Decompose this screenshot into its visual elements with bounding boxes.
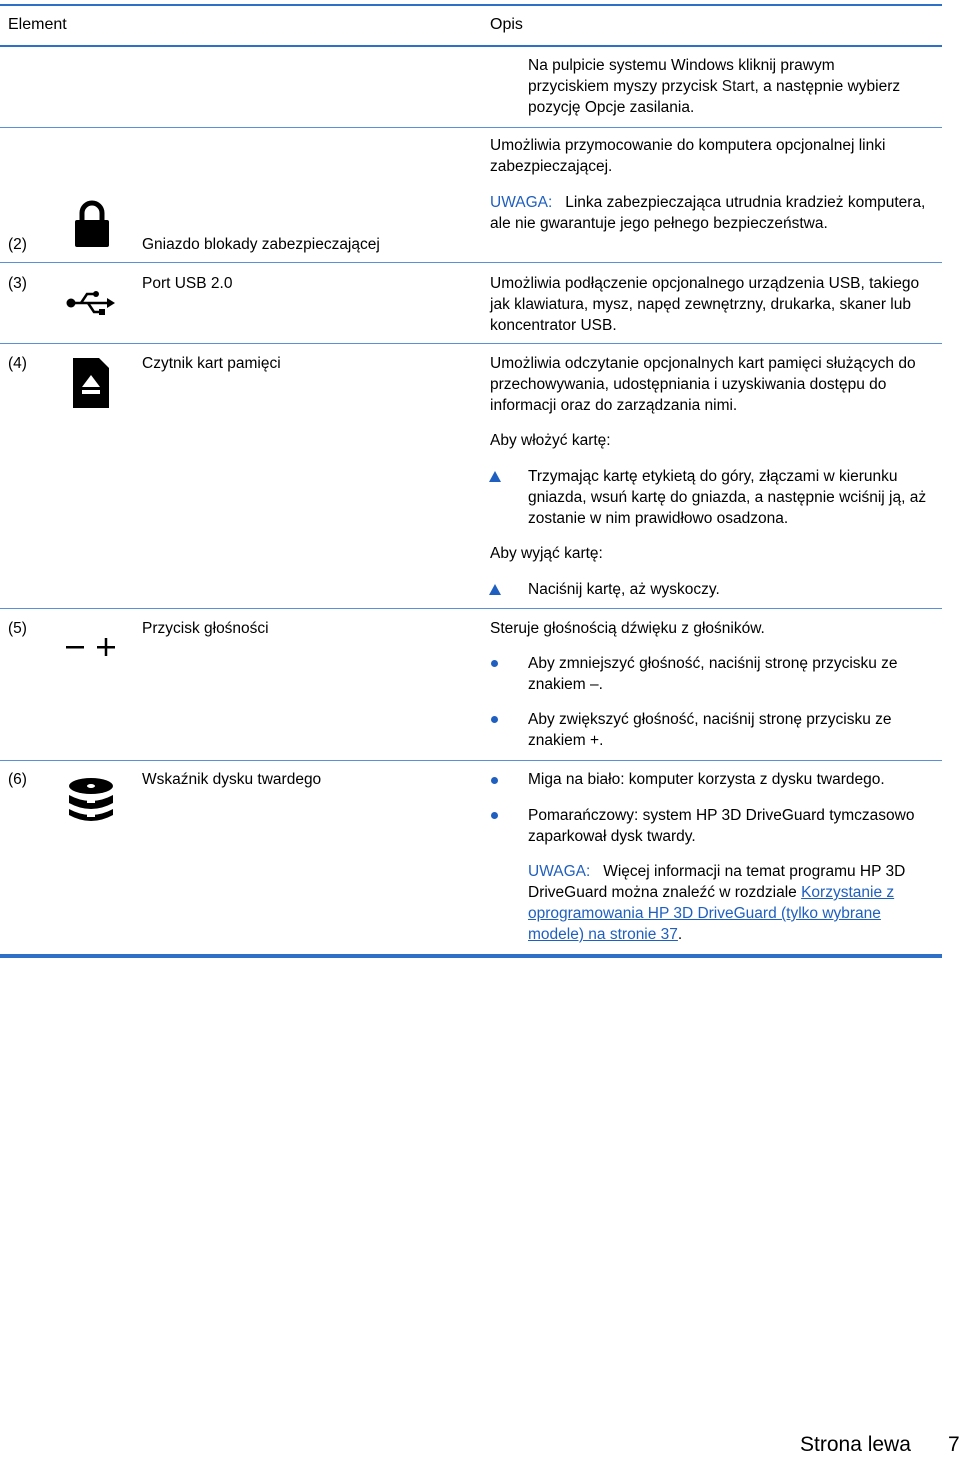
continuation-line3: pozycję Opcje zasilania. xyxy=(528,99,695,116)
lock-icon xyxy=(73,200,111,254)
continuation-text xyxy=(528,55,938,118)
row-name: Port USB 2.0 xyxy=(142,275,233,292)
row-divider xyxy=(0,343,942,344)
row-description: Umożliwia odczytanie opcjonalnych kart pamięci służących do przechowywania, udostępniania i uzyskiwania dostępu do informacji oraz do zarządzania nimi. xyxy=(490,355,916,414)
memory-card-icon xyxy=(73,358,109,414)
table-bottom-rule xyxy=(0,954,942,958)
driveguard-link[interactable]: Korzystanie z oprogramowania HP 3D DriveGuard (tylko wybrane modele) na stronie 37 xyxy=(528,884,895,943)
start-label: Start xyxy=(721,78,755,95)
row-name: Wskaźnik dysku twardego xyxy=(142,771,322,788)
usb-icon xyxy=(66,290,116,322)
row-description: Umożliwia podłączenie opcjonalnego urządzenia USB, takiego jak klawiatura, mysz, napęd zewnętrzny, drukarka, skaner lub koncentrator USB. xyxy=(490,275,920,334)
row-name: Czytnik kart pamięci xyxy=(142,355,281,372)
header-description: Opis xyxy=(490,16,523,33)
bullet-dot-icon xyxy=(491,660,498,667)
triangle-bullet-icon xyxy=(489,584,501,595)
bullet-text: Aby zmniejszyć głośność, naciśnij stronę przycisku ze znakiem –. xyxy=(528,655,898,693)
hard-drive-icon xyxy=(67,776,115,830)
page-number: 7 xyxy=(948,1433,960,1456)
insert-step: Trzymając kartę etykietą do góry, złączami w kierunku gniazda, wsuń kartę do gniazda, a następnie wciśnij ją, aż zostanie w nim prawidłowo osadzona. xyxy=(528,468,927,527)
bullet-text: Pomarańczowy: system HP 3D DriveGuard tymczasowo zaparkował dysk twardy. xyxy=(528,807,915,845)
header-element: Element xyxy=(8,16,67,33)
row-description: Umożliwia przymocowanie do komputera opcjonalnej linki zabezpieczającej. xyxy=(490,137,886,175)
continuation-line1: Na pulpicie systemu Windows kliknij prawym xyxy=(528,57,835,74)
bullet-dot-icon xyxy=(491,812,498,819)
row-number: (2) xyxy=(8,236,27,253)
bullet-dot-icon xyxy=(491,716,498,723)
row-name: Przycisk głośności xyxy=(142,620,269,637)
bullet-dot-icon xyxy=(491,777,498,784)
row-divider xyxy=(0,127,942,128)
continuation-line2: przyciskiem myszy przycisk Start, a następnie wybierz xyxy=(528,78,901,95)
triangle-bullet-icon xyxy=(489,471,501,482)
remove-heading: Aby wyjąć kartę: xyxy=(490,545,603,562)
note-text: Więcej informacji na temat programu HP 3D DriveGuard można znaleźć w rozdziale xyxy=(528,863,906,901)
note-label: UWAGA: xyxy=(528,863,591,880)
bullet-text: Miga na biało: komputer korzysta z dysku twardego. xyxy=(528,771,885,788)
table-top-rule xyxy=(0,4,942,6)
note-text: Linka zabezpieczająca utrudnia kradzież komputera, ale nie gwarantuje jego pełnego bezpieczeństwa. xyxy=(490,194,926,232)
row-number: (4) xyxy=(8,355,27,372)
remove-step: Naciśnij kartę, aż wyskoczy. xyxy=(528,581,720,598)
row-number: (3) xyxy=(8,275,27,292)
row-divider xyxy=(0,608,942,609)
header-rule xyxy=(0,45,942,47)
row-name: Gniazdo blokady zabezpieczającej xyxy=(142,236,380,253)
bullet-text: Aby zwiększyć głośność, naciśnij stronę przycisku ze znakiem +. xyxy=(528,711,892,749)
row-divider xyxy=(0,262,942,263)
note: UWAGA: Więcej informacji na temat programu HP 3D DriveGuard można znaleźć w rozdziale Korzystanie z oprogramowania HP 3D DriveGuard (tylko wybrane modele) na stronie 37. xyxy=(528,863,906,943)
power-options-label: Opcje zasilania xyxy=(584,99,690,116)
footer-section: Strona lewa xyxy=(800,1433,911,1456)
row-divider xyxy=(0,760,942,761)
row-number: (5) xyxy=(8,620,27,637)
row-number: (6) xyxy=(8,771,27,788)
row-description: Steruje głośnością dźwięku z głośników. xyxy=(490,620,765,637)
note xyxy=(490,192,935,234)
note-label: UWAGA: xyxy=(490,194,553,211)
insert-heading: Aby włożyć kartę: xyxy=(490,432,611,449)
volume-minus-plus-icon xyxy=(64,636,118,664)
